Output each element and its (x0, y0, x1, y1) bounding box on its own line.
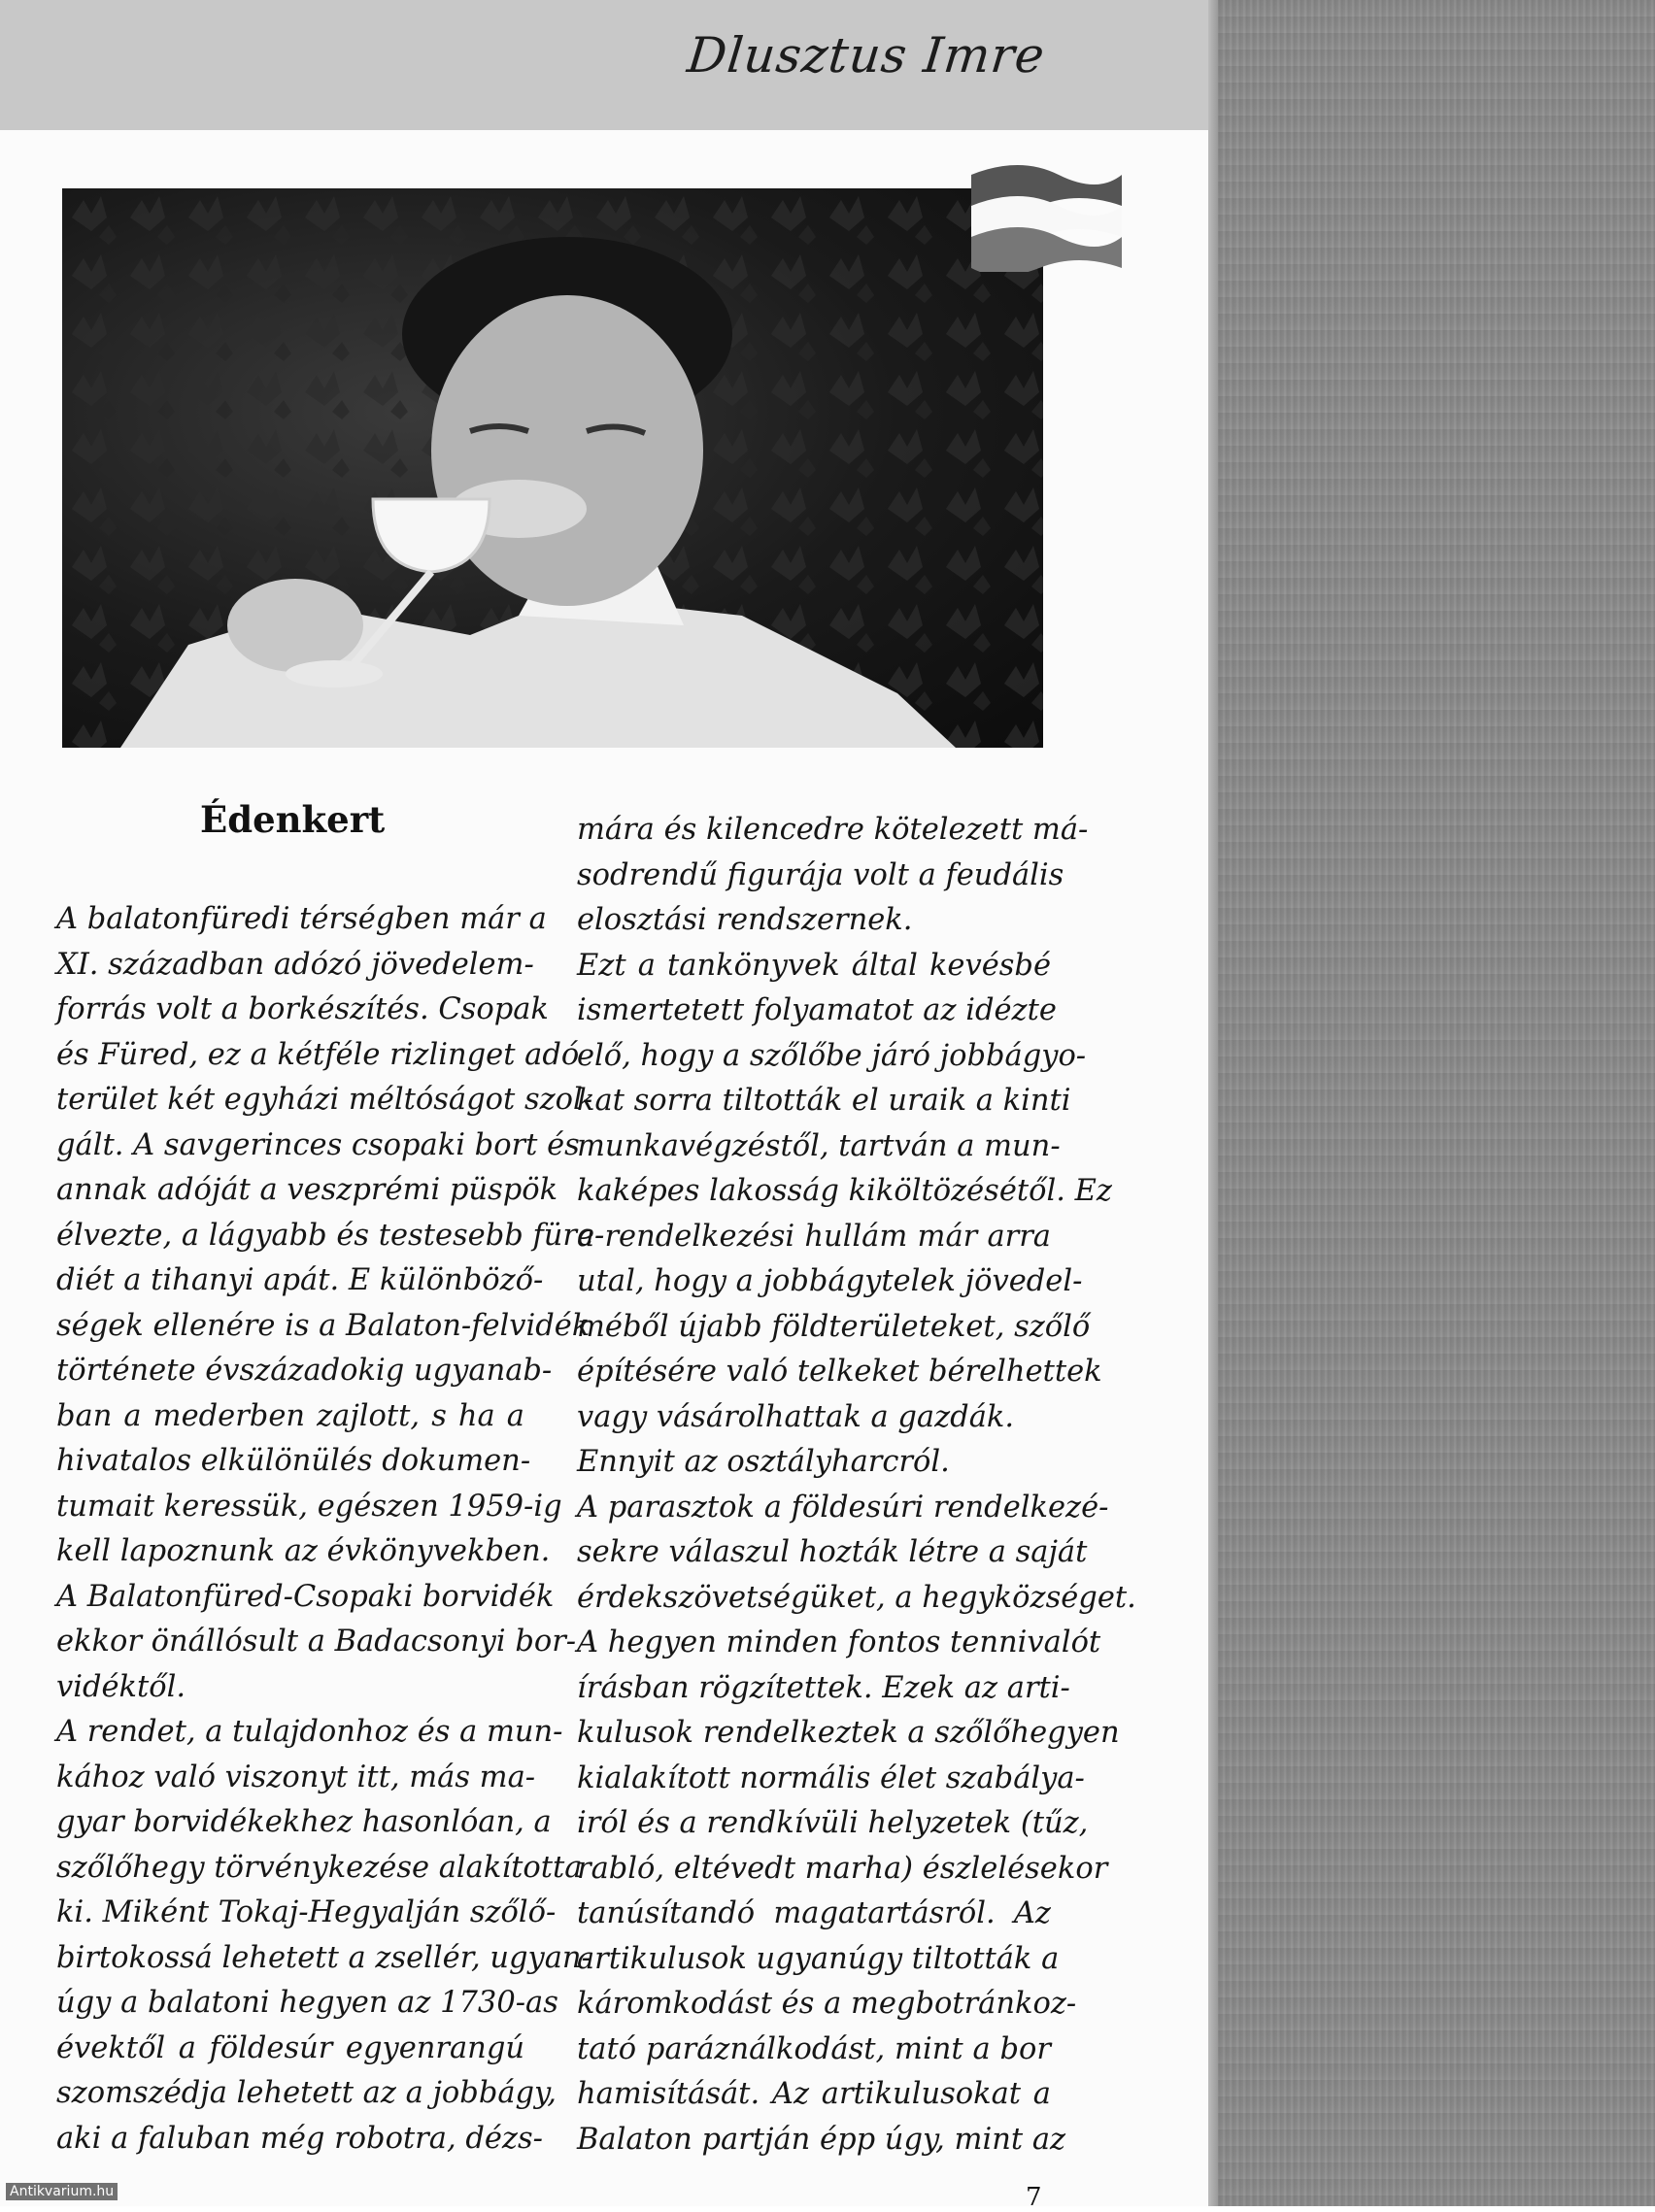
text-line: munkavégzéstől, tartván a mun- (577, 1128, 1061, 1163)
text-line: gyar borvidékekhez hasonlóan, a (56, 1805, 552, 1839)
text-line: rabló, eltévedt marha) észlelésekor (577, 1851, 1108, 1886)
text-line: ségek ellenére is a Balaton-felvidék (56, 1308, 591, 1343)
text-line: ban a mederben zajlott, s ha a (56, 1398, 524, 1433)
watermark: Antikvarium.hu (6, 2183, 118, 2200)
text-line: terület két egyházi méltóságot szol- (56, 1083, 593, 1117)
text-line: sodrendű figurája volt a feudális (577, 857, 1064, 892)
text-line: XI. században adózó jövedelem- (56, 947, 534, 982)
text-line: A parasztok a földesúri rendelkezé- (577, 1490, 1109, 1525)
text-line: artikulusok ugyanúgy tiltották a (577, 1941, 1060, 1976)
text-line: elosztási rendszernek. (577, 903, 913, 937)
text-line: kell lapoznunk az évkönyvekben. (56, 1534, 551, 1568)
text-line: kat sorra tiltották el uraik a kinti (577, 1084, 1071, 1118)
text-line: iról és a rendkívüli helyzetek (tűz, (577, 1806, 1089, 1840)
text-line: hivatalos elkülönülés dokumen- (56, 1444, 531, 1478)
portrait-illustration (62, 188, 1043, 748)
text-line: kához való viszonyt itt, más ma- (56, 1760, 536, 1794)
text-line: forrás volt a borkészítés. Csopak (56, 992, 549, 1026)
running-head-author: Dlusztus Imre (685, 27, 1049, 84)
text-line: Balaton partján épp úgy, mint az (577, 2122, 1066, 2157)
text-line: káromkodást és a megbotránkoz- (577, 1987, 1077, 2021)
text-line: tató paráználkodást, mint a bor (577, 2031, 1051, 2066)
text-line: úgy a balatoni hegyen az 1730-as (56, 1986, 558, 2020)
text-line: ekkor önállósult a Badacsonyi bor- (56, 1625, 577, 1659)
text-line: A hegyen minden fontos tennivalót (577, 1625, 1101, 1659)
text-line: vidéktől. (56, 1669, 186, 1704)
text-line: elő, hogy a szőlőbe járó jobbágyo- (577, 1038, 1087, 1073)
text-line: annak adóját a veszprémi püspök (56, 1173, 558, 1207)
text-line: sekre válaszul hozták létre a saját (577, 1535, 1088, 1569)
section-title: Édenkert (200, 798, 386, 841)
text-line: tumait keressük, egészen 1959-ig (56, 1489, 562, 1524)
text-line: A balatonfüredi térségben már a (56, 902, 547, 936)
text-line: szőlőhegy törvénykezése alakította (56, 1850, 583, 1885)
text-line: vagy vásárolhattak a gazdák. (577, 1399, 1015, 1434)
text-line: kulusok rendelkeztek a szőlőhegyen (577, 1716, 1120, 1750)
text-line: aki a faluban még robotra, dézs- (56, 2121, 543, 2156)
text-line: építésére való telkeket bérelhettek (577, 1355, 1102, 1389)
text-line: gált. A savgerinces csopaki bort és (56, 1127, 580, 1162)
page-number: 7 (1026, 2183, 1042, 2212)
text-line: története évszázadokig ugyanab- (56, 1354, 553, 1388)
text-line: A Balatonfüred-Csopaki borvidék (56, 1579, 555, 1614)
text-line: Ezt a tankönyvek által kevésbé (577, 948, 1051, 983)
text-line: tanúsítandó magatartásról. Az (577, 1896, 1051, 1930)
text-line: érdekszövetségüket, a hegyközséget. (577, 1580, 1136, 1615)
text-line: és Füred, ez a kétféle rizlinget adó (56, 1037, 580, 1072)
text-line: A rendet, a tulajdonhoz és a mun- (56, 1715, 563, 1749)
header-band (0, 0, 1208, 130)
text-line: Ennyit az osztályharcról. (577, 1445, 950, 1479)
text-line: kialakított normális élet szabálya- (577, 1760, 1085, 1795)
text-line: évektől a földesúr egyenrangú (56, 2030, 524, 2065)
left-column (56, 897, 605, 2162)
text-line: ki. Miként Tokaj-Hegyalján szőlő- (56, 1895, 557, 1929)
hungarian-flag-icon (962, 155, 1127, 272)
text-line: szomszédja lehetett az a jobbágy, (56, 2076, 557, 2110)
right-column (577, 808, 1136, 2162)
text-line: írásban rögzítettek. Ezek az arti- (577, 1670, 1070, 1705)
text-line: méből újabb földterületeket, szőlő (577, 1309, 1091, 1344)
text-line: élvezte, a lágyabb és testesebb füre- (56, 1218, 605, 1253)
portrait-photo (62, 188, 1043, 748)
text-line: hamisítását. Az artikulusokat a (577, 2077, 1051, 2111)
text-line: a rendelkezési hullám már arra (577, 1219, 1051, 1254)
text-line: birtokossá lehetett a zsellér, ugyan- (56, 1940, 591, 1975)
text-line: ismertetett folyamatot az idézte (577, 993, 1057, 1027)
table-surface (1216, 0, 1655, 2206)
text-line: utal, hogy a jobbágytelek jövedel- (577, 1264, 1083, 1298)
text-line: mára és kilencedre kötelezett má- (577, 813, 1089, 847)
text-line: diét a tihanyi apát. E különböző- (56, 1263, 544, 1297)
text-line: kaképes lakosság kiköltözésétől. Ez (577, 1174, 1112, 1208)
